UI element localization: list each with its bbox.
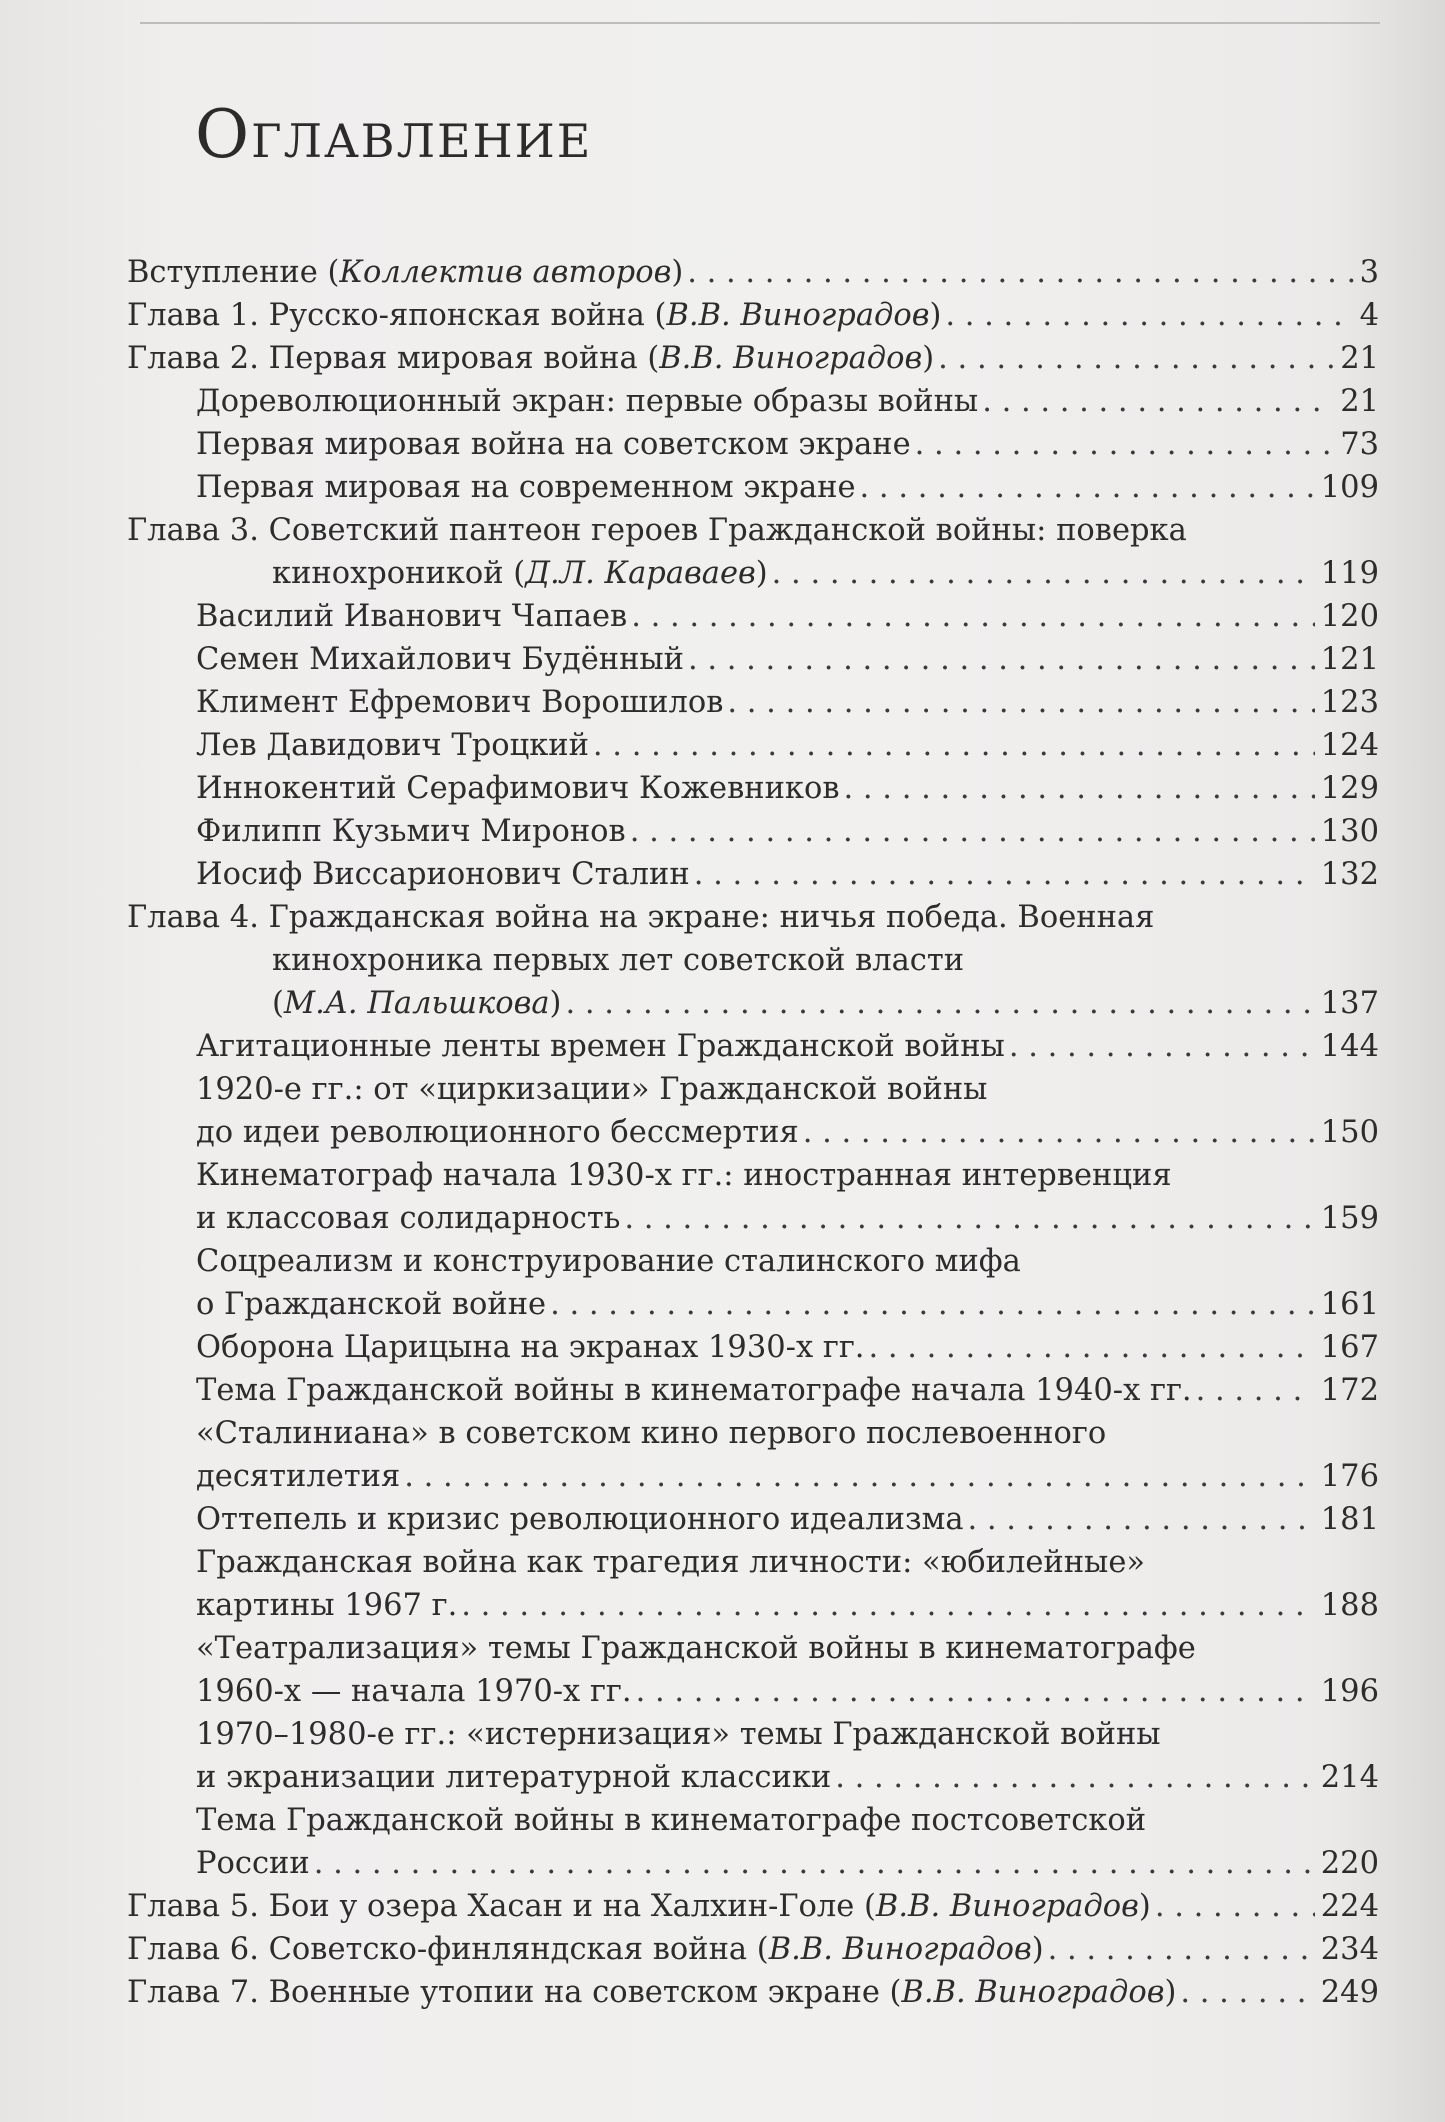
toc-entry-title: и классовая солидарность — [196, 1201, 621, 1236]
page-title: Оглавление — [195, 96, 593, 174]
dot-leader — [630, 810, 1315, 853]
toc-entry-line — [127, 1971, 1379, 2014]
toc-entry-line — [196, 1455, 1379, 1498]
toc-page-number: 137 — [1320, 986, 1379, 1021]
toc-page-number: 224 — [1320, 1889, 1379, 1924]
toc-page-number: 159 — [1320, 1201, 1379, 1236]
toc-entry-line: Соцреализм и конструирование сталинского мифа — [196, 1244, 1021, 1279]
toc-entry-line — [196, 1283, 1379, 1326]
toc-entry-title: Иннокентий Серафимович Кожевников — [196, 771, 840, 806]
toc-section-entry — [127, 1369, 1379, 1412]
toc-page-number: 119 — [1320, 556, 1379, 591]
toc-chapter-entry — [127, 251, 1379, 294]
toc-entry-title: Филипп Кузьмич Миронов — [196, 814, 626, 849]
toc-entry-line — [196, 681, 1379, 724]
toc-page-number: 176 — [1320, 1459, 1379, 1494]
toc-page-number: 172 — [1320, 1373, 1379, 1408]
toc-entry-line — [196, 1584, 1379, 1627]
toc-entry-title: 1960-х — начала 1970-х гг. — [196, 1674, 632, 1709]
dot-leader — [565, 982, 1314, 1025]
toc-entry-title: Оборона Царицына на экранах 1930-х гг. — [196, 1330, 865, 1365]
toc-entry-line — [196, 1498, 1379, 1541]
toc-entry-title: Глава 5. Бои у озера Хасан и на Халхин-Голе (В.В. Виноградов) — [127, 1889, 1151, 1924]
toc-section-entry — [127, 1541, 1379, 1627]
toc-entry-line — [127, 294, 1379, 337]
toc-entry-line: Глава 4. Гражданская война на экране: ничья победа. Военная — [127, 900, 1155, 935]
toc-entry-line — [196, 1326, 1379, 1369]
toc-entry-title: России — [196, 1846, 310, 1881]
toc-page-number: 73 — [1340, 427, 1379, 462]
dot-leader — [968, 1498, 1315, 1541]
toc-page-number: 21 — [1340, 341, 1379, 376]
dot-leader — [314, 1842, 1315, 1885]
dot-leader — [404, 1455, 1315, 1498]
dot-leader — [687, 251, 1353, 294]
toc-section-entry — [127, 1498, 1379, 1541]
dot-leader — [803, 1111, 1315, 1154]
toc-entry-line: Глава 3. Советский пантеон героев Гражданской войны: поверка — [127, 513, 1187, 548]
toc-entry-line — [196, 466, 1379, 509]
dot-leader — [1009, 1025, 1315, 1068]
dot-leader — [1048, 1928, 1315, 1971]
dot-leader — [694, 853, 1315, 896]
dot-leader — [1180, 1971, 1314, 2014]
toc-section-entry — [127, 767, 1379, 810]
toc-entry-title: Первая мировая война на советском экране — [196, 427, 911, 462]
toc-entry-line — [196, 1756, 1379, 1799]
toc-page-number: 214 — [1320, 1760, 1379, 1795]
toc-section-entry — [127, 1154, 1379, 1240]
dot-leader — [982, 380, 1334, 423]
toc-page-number: 123 — [1320, 685, 1379, 720]
toc-section-entry — [127, 1412, 1379, 1498]
toc-entry-title: Вступление (Коллектив авторов) — [127, 255, 684, 290]
dot-leader — [636, 1670, 1315, 1713]
toc-page-number: 121 — [1320, 642, 1379, 677]
table-of-contents — [127, 251, 1379, 2014]
dot-leader — [688, 638, 1315, 681]
toc-entry-title: до идеи революционного бессмертия — [196, 1115, 799, 1150]
author-name: В.В. Виноградов — [901, 1975, 1165, 2010]
toc-page-number: 109 — [1320, 470, 1379, 505]
toc-section-entry — [127, 810, 1379, 853]
toc-section-entry — [127, 1326, 1379, 1369]
dot-leader — [915, 423, 1335, 466]
toc-entry-title: десятилетия — [196, 1459, 401, 1494]
toc-entry-title: Дореволюционный экран: первые образы войны — [196, 384, 979, 419]
toc-section-entry — [127, 423, 1379, 466]
toc-entry-line — [127, 251, 1379, 294]
dot-leader — [1155, 1885, 1315, 1928]
toc-entry-line: Кинематограф начала 1930-х гг.: иностранная интервенция — [196, 1158, 1172, 1193]
toc-chapter-entry — [127, 337, 1379, 380]
running-head-rule — [140, 0, 1380, 24]
toc-chapter-entry — [127, 509, 1379, 595]
toc-entry-title: Оттепель и кризис революционного идеализма — [196, 1502, 964, 1537]
toc-section-entry — [127, 595, 1379, 638]
toc-section-entry — [127, 681, 1379, 724]
toc-entry-title: кинохроникой (Д.Л. Караваев) — [272, 556, 768, 591]
toc-page-number: 249 — [1320, 1975, 1379, 2010]
dot-leader — [945, 294, 1353, 337]
toc-entry-line — [196, 767, 1379, 810]
toc-entry-line: кинохроника первых лет советской власти — [272, 943, 965, 978]
author-name: М.А. Пальшкова — [283, 986, 550, 1021]
toc-entry-line — [196, 1842, 1379, 1885]
toc-entry-line — [127, 552, 1379, 595]
toc-page-number: 181 — [1320, 1502, 1379, 1537]
toc-chapter-entry — [127, 896, 1379, 1025]
toc-page-number: 161 — [1320, 1287, 1379, 1322]
toc-section-entry — [127, 1025, 1379, 1068]
dot-leader — [1196, 1369, 1315, 1412]
toc-page-number: 130 — [1320, 814, 1379, 849]
toc-entry-title: Глава 6. Советско-финляндская война (В.В. Виноградов) — [127, 1932, 1044, 1967]
toc-page-number: 144 — [1320, 1029, 1379, 1064]
toc-entry-line — [196, 1197, 1379, 1240]
dot-leader — [869, 1326, 1315, 1369]
toc-entry-line: Гражданская война как трагедия личности: «юбилейные» — [196, 1545, 1146, 1580]
toc-page-number: 167 — [1320, 1330, 1379, 1365]
toc-section-entry — [127, 1240, 1379, 1326]
toc-entry-line — [127, 982, 1379, 1025]
toc-entry-line — [196, 423, 1379, 466]
dot-leader — [631, 595, 1315, 638]
toc-entry-line: 1920-е гг.: от «циркизации» Гражданской войны — [196, 1072, 988, 1107]
toc-entry-line — [127, 337, 1379, 380]
toc-page-number: 188 — [1320, 1588, 1379, 1623]
toc-section-entry — [127, 1713, 1379, 1799]
toc-entry-line — [196, 1369, 1379, 1412]
toc-page-number: 132 — [1320, 857, 1379, 892]
toc-entry-title: Климент Ефремович Ворошилов — [196, 685, 724, 720]
author-name: В.В. Виноградов — [666, 298, 930, 333]
dot-leader — [844, 767, 1315, 810]
author-name: В.В. Виноградов — [659, 341, 923, 376]
toc-page-number: 124 — [1320, 728, 1379, 763]
toc-entry-title: Глава 2. Первая мировая война (В.В. Виноградов) — [127, 341, 935, 376]
dot-leader — [550, 1283, 1315, 1326]
toc-page-number: 220 — [1320, 1846, 1379, 1881]
dot-leader — [624, 1197, 1314, 1240]
toc-section-entry — [127, 724, 1379, 767]
toc-entry-title: (М.А. Пальшкова) — [272, 986, 562, 1021]
toc-entry-title: Глава 7. Военные утопии на советском экране (В.В. Виноградов) — [127, 1975, 1177, 2010]
toc-entry-line — [196, 1025, 1379, 1068]
toc-entry-line — [127, 1928, 1379, 1971]
toc-entry-line: 1970–1980-е гг.: «истернизация» темы Гражданской войны — [196, 1717, 1161, 1752]
dot-leader — [938, 337, 1334, 380]
toc-entry-line — [196, 595, 1379, 638]
toc-entry-line — [196, 638, 1379, 681]
toc-entry-title: Агитационные ленты времен Гражданской войны — [196, 1029, 1005, 1064]
toc-entry-title: о Гражданской войне — [196, 1287, 547, 1322]
dot-leader — [727, 681, 1314, 724]
dot-leader — [461, 1584, 1315, 1627]
toc-entry-line — [127, 1885, 1379, 1928]
toc-entry-title: Лев Давидович Троцкий — [196, 728, 589, 763]
author-name: Коллектив авторов — [339, 255, 672, 290]
toc-page-number: 234 — [1320, 1932, 1379, 1967]
author-name: В.В. Виноградов — [768, 1932, 1032, 1967]
toc-entry-title: Иосиф Виссарионович Сталин — [196, 857, 690, 892]
toc-entry-line: «Театрализация» темы Гражданской войны в кинематографе — [196, 1631, 1196, 1666]
toc-section-entry — [127, 1799, 1379, 1885]
toc-section-entry — [127, 853, 1379, 896]
toc-entry-title: Глава 1. Русско-японская война (В.В. Виноградов) — [127, 298, 942, 333]
toc-section-entry — [127, 380, 1379, 423]
dot-leader — [860, 466, 1315, 509]
toc-entry-title: Первая мировая на современном экране — [196, 470, 856, 505]
toc-page-number: 21 — [1340, 384, 1379, 419]
toc-section-entry — [127, 466, 1379, 509]
toc-entry-title: Тема Гражданской войны в кинематографе начала 1940-х гг. — [196, 1373, 1192, 1408]
toc-page-number: 150 — [1320, 1115, 1379, 1150]
toc-chapter-entry — [127, 1885, 1379, 1928]
dot-leader — [835, 1756, 1315, 1799]
toc-entry-title: картины 1967 г. — [196, 1588, 458, 1623]
toc-entry-line — [196, 853, 1379, 896]
author-name: В.В. Виноградов — [875, 1889, 1139, 1924]
toc-page-number: 129 — [1320, 771, 1379, 806]
toc-section-entry — [127, 1068, 1379, 1154]
toc-entry-title: и экранизации литературной классики — [196, 1760, 832, 1795]
toc-chapter-entry — [127, 1971, 1379, 2014]
dot-leader — [593, 724, 1315, 767]
toc-page-number: 4 — [1359, 298, 1379, 333]
toc-section-entry — [127, 1627, 1379, 1713]
toc-page-number: 3 — [1359, 255, 1379, 290]
toc-entry-line — [196, 810, 1379, 853]
toc-entry-title: Семен Михайлович Будённый — [196, 642, 684, 677]
toc-chapter-entry — [127, 1928, 1379, 1971]
toc-entry-line — [196, 380, 1379, 423]
dot-leader — [772, 552, 1315, 595]
toc-entry-line: «Сталиниана» в советском кино первого послевоенного — [196, 1416, 1107, 1451]
toc-entry-line — [196, 1670, 1379, 1713]
toc-entry-line — [196, 724, 1379, 767]
toc-chapter-entry — [127, 294, 1379, 337]
toc-page-number: 120 — [1320, 599, 1379, 634]
toc-entry-line — [196, 1111, 1379, 1154]
toc-section-entry — [127, 638, 1379, 681]
toc-page-number: 196 — [1320, 1674, 1379, 1709]
toc-entry-title: Василий Иванович Чапаев — [196, 599, 628, 634]
toc-entry-line: Тема Гражданской войны в кинематографе постсоветской — [196, 1803, 1147, 1838]
author-name: Д.Л. Караваев — [525, 556, 756, 591]
